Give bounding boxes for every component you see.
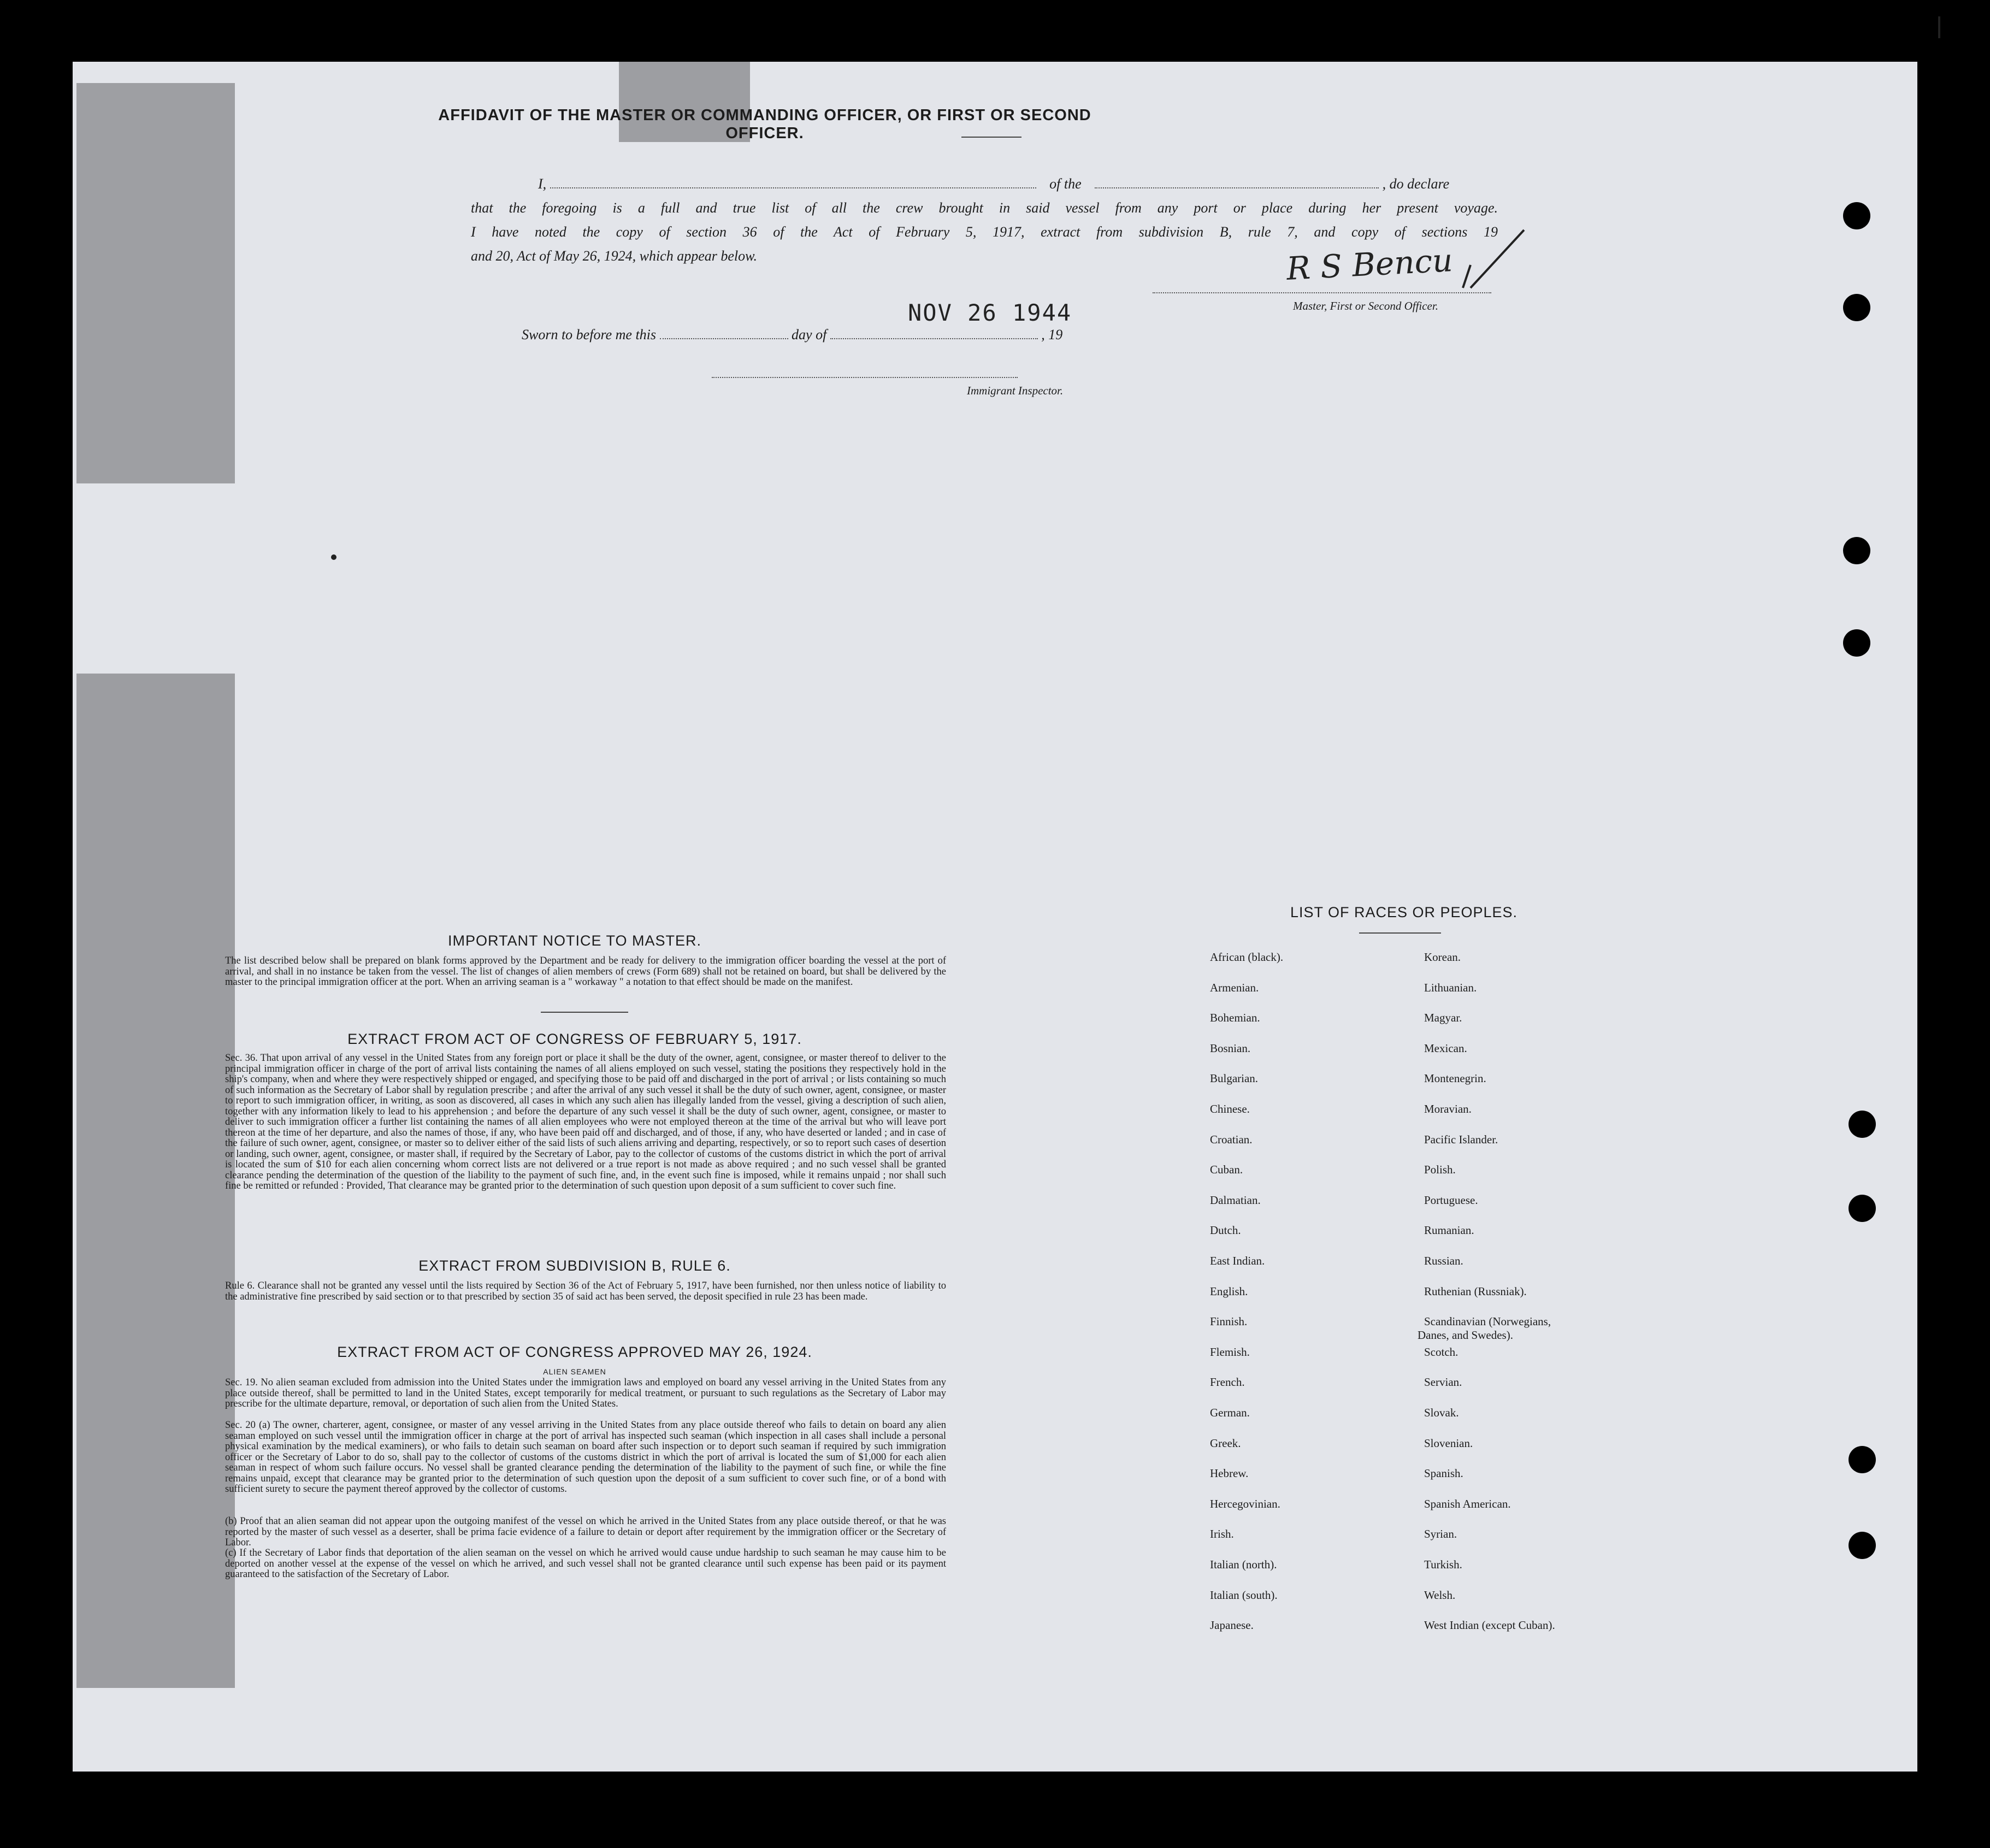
race-item: Finnish. [1210,1315,1248,1329]
signature-caption: Master, First or Second Officer. [1293,299,1438,312]
extract-1924-sec20c: (c) If the Secretary of Labor finds that deportation of the alien seaman on the vessel on which he arrived would cause undue hardship to such seaman he may cause him to be deported on another vessel at the expense of the vessel on which he arrived, and such vessel shall not be granted clearance until such expense has been paid or its payment guaranteed to the satisfaction of the Secretary of Labor. [225,1548,946,1580]
race-item: Italian (north). [1210,1558,1277,1571]
notice-heading: IMPORTANT NOTICE TO MASTER. [447,932,702,949]
vessel-name-field[interactable] [1095,187,1379,188]
signature-check-mark [1458,227,1530,292]
tape-strip-lower [76,674,235,1688]
race-item: Korean. [1424,950,1461,964]
subdivision-b-body: Rule 6. Clearance shall not be granted any vessel until the lists required by Section 36 of the Act of February 5, 1917, have been furnished, nor then unless notice of liability to the administrative fine prescribed by said section or to that prescribed by section 35 of said act has been served, the deposit specified in rule 23 has been made. [225,1281,946,1302]
race-item: Slovak. [1424,1406,1459,1419]
race-item: Servian. [1424,1375,1462,1389]
race-item: Cuban. [1210,1163,1243,1177]
declaration-line-3: I have noted the copy of section 36 of the Act of February 5, 1917, extract from subdivision B, rule 7, and copy of sections 19 [471,224,1498,240]
title-underline [961,137,1021,138]
notice-body: The list described below shall be prepared on blank forms approved by the Department and be ready for delivery to the immigration officer boarding the vessel at the port of arrival, and shall in no instance be taken from the vessel. The list of changes of alien members of crews (Form 689) shall not be retained on board, but shall be delivered by the master to the principal immigration officer at the port. When an arriving seaman is a " workaway " a notation to that effect should be made on the manifest. [225,956,946,988]
race-item: Spanish. [1424,1467,1463,1480]
declaration-line-4: and 20, Act of May 26, 1924, which appear below. [471,248,758,264]
punch-hole [1849,1111,1876,1138]
sworn-label: Sworn to before me this [522,327,657,343]
race-item: French. [1210,1375,1245,1389]
punch-hole [1849,1446,1876,1473]
race-item: Spanish American. [1424,1497,1511,1510]
year-label: , 19 [1041,327,1063,343]
extract-1924-heading: EXTRACT FROM ACT OF CONGRESS APPROVED MAY 26, 1924. [337,1344,812,1360]
race-item: Montenegrin. [1424,1072,1486,1085]
race-item: Flemish. [1210,1345,1250,1359]
race-item: Moravian. [1424,1102,1472,1115]
date-stamp: NOV 26 1944 [908,299,1072,326]
race-item: Bohemian. [1210,1011,1260,1025]
race-item: Bulgarian. [1210,1072,1259,1085]
affidavit-title: AFFIDAVIT OF THE MASTER OR COMMANDING OFFICER, OR FIRST OR SECOND OFFICER. [438,107,1091,142]
punch-hole [1843,294,1870,321]
speck [1938,16,1940,38]
race-item: Pacific Islander. [1424,1132,1498,1146]
extract-1924-sec19: Sec. 19. No alien seaman excluded from admission into the United States under the immigration laws and employed on board any vessel arriving in the United States from any place outside thereof, shall be permitted to land in the United States, except temporarily for medical treatment, or pursuant to such regulations as the Secretary of Labor may prescribe for the ultimate departure, removal, or deportation of such alien from the United States. [225,1378,946,1409]
race-item: Dutch. [1210,1224,1241,1237]
subdivision-b-heading: EXTRACT FROM SUBDIVISION B, RULE 6. [418,1257,731,1274]
sworn-month-field[interactable] [830,338,1038,339]
race-item: Hebrew. [1210,1467,1249,1480]
race-item: Syrian. [1424,1527,1457,1541]
race-item: Greek. [1210,1436,1241,1450]
race-item: Italian (south). [1210,1588,1278,1602]
of-the-label: of the [1049,176,1082,192]
race-item: Magyar. [1424,1011,1462,1025]
master-name-field[interactable] [550,187,1036,188]
master-signature: R S Bencu [1285,241,1454,287]
inspector-signature-line [712,377,1018,378]
race-item: Scandinavian (Norwegians, [1424,1315,1551,1329]
race-item: Slovenian. [1424,1436,1473,1450]
race-item: English. [1210,1284,1248,1298]
race-item: Chinese. [1210,1102,1250,1115]
punch-hole [1843,202,1870,229]
i-label: I, [538,176,547,192]
race-item: Turkish. [1424,1558,1462,1571]
punch-hole [1849,1195,1876,1222]
punch-hole [1843,629,1870,657]
race-item: Bosnian. [1210,1041,1251,1055]
extract-1924-sec20a: Sec. 20 (a) The owner, charterer, agent, consignee, or master of any vessel arriving in the United States from any place outside thereof who fails to detain on board any alien seaman employed on such vessel until the immigration officer in charge at the port of arrival has inspected such seaman (which inspection in all cases shall include a personal physical examination by the medical examiners), or who fails to detain such seaman on board after such inspection or to deport such seaman if required by such immigration officer or the Secretary of Labor to do so, shall pay to the collector of customs of the customs district in which the port of arrival is located the sum of $1,000 for each alien seaman in respect of whom such failure occurs. No vessel shall be granted clearance pending the determination of the liability to the payment of such fine, or while the fine remains unpaid, except that clearance may be granted prior to the determination of such question upon the deposit of a sum sufficient to cover such fine, or of a bond with sufficient surety to secure the payment thereof approved by the collector of customs. [225,1420,946,1495]
race-item: Hercegovinian. [1210,1497,1280,1510]
declaration-line-2: that the foregoing is a full and true list of all the crew brought in said vessel from any port or place during her present voyage. [471,200,1498,216]
race-item: Portuguese. [1424,1193,1478,1207]
race-item: Scotch. [1424,1345,1458,1359]
race-item: Dalmatian. [1210,1193,1261,1207]
extract-1917-heading: EXTRACT FROM ACT OF CONGRESS OF FEBRUARY 5, 1917. [347,1031,802,1047]
race-item: German. [1210,1406,1250,1419]
extract-1924-subheading: ALIEN SEAMEN [543,1367,606,1376]
punch-hole [1849,1532,1876,1559]
sworn-day-field[interactable] [660,338,788,339]
race-item: Rumanian. [1424,1224,1474,1237]
race-item: Irish. [1210,1527,1234,1541]
race-item: Japanese. [1210,1619,1254,1632]
inspector-caption: Immigrant Inspector. [967,384,1064,397]
extract-1917-body: Sec. 36. That upon arrival of any vessel in the United States from any foreign port or place it shall be the duty of the owner, agent, consignee, or master thereof to deliver to the principal immigration officer in charge of the port of arrival lists containing the names of all aliens employed on such vessel, stating the positions they respectively hold in the ship's company, when and where they were respectively shipped or engaged, and specifying those to be paid off and discharged in the port of arrival ; or lists containing so much of such information as the Secretary of Labor shall by regulation prescribe ; and after the arrival of any such vessel it shall be the duty of such owner, agent, consignee, or master to report to such immigration officer, in writing, as soon as discovered, all cases in which any such alien has illegally landed from the vessel, giving a description of such alien, together with any information likely to lead to his apprehension ; and before the departure of any such vessel it shall be the duty of such owner, agent, consignee, or master to deliver to such immigration officer a further list containing the names of all alien employees who were not employed thereon at the time of the arrival but who will leave port thereon at the time of her departure, and also the names of those, if any, who have been paid off and discharged, and of those, if any, who have deserted or landed ; and in case of the failure of such owner, agent, consignee, or master so to deliver either of the said lists of such aliens arriving and departing, respectively, or so to report such cases of desertion or landing, such owner, agent, consignee, or master shall, if required by the Secretary of Labor, pay to the collector of customs of the customs district in which the port of arrival is located the sum of $10 for each alien concerning whom correct lists are not delivered or a true report is not made as above required ; and no such vessel shall be granted clearance pending the determination of the question of the liability to the payment of such fine, and, in the event such fine is imposed, while it remains unpaid ; nor shall such fine be remitted or refunded : Provided, That clearance may be granted prior to the determination of such question upon deposit of a sum sufficient to cover such fine. [225,1053,946,1191]
sworn-line [522,327,1123,343]
day-of-label: day of [792,327,827,343]
race-item: Lithuanian. [1424,981,1477,994]
races-heading-underline [1359,932,1441,934]
signature-line [1153,292,1491,293]
races-heading: LIST OF RACES OR PEOPLES. [1290,904,1518,920]
race-item: Welsh. [1424,1588,1456,1602]
extract-1924-sec20b: (b) Proof that an alien seaman did not appear upon the outgoing manifest of the vessel on which he arrived in the United States from any place outside thereof, or that he was reported by the master of such vessel as a deserter, shall be prima facie evidence of a failure to detain or deport after requirement by the immigration officer or the Secretary of Labor. [225,1516,946,1548]
declaration-line-1 [538,176,1499,192]
race-item: Croatian. [1210,1132,1253,1146]
race-item: African (black). [1210,950,1284,964]
speck [331,554,336,560]
notice-divider [541,1012,628,1013]
race-item: Ruthenian (Russniak). [1424,1284,1527,1298]
race-continuation: Danes, and Swedes). [1418,1329,1513,1342]
race-item: Armenian. [1210,981,1259,994]
race-item: Mexican. [1424,1041,1467,1055]
race-item: West Indian (except Cuban). [1424,1619,1555,1632]
do-declare-label: , do declare [1382,176,1450,192]
tape-strip-upper [76,83,235,483]
punch-hole [1843,537,1870,564]
race-item: Russian. [1424,1254,1463,1267]
race-item: Polish. [1424,1163,1456,1177]
race-item: East Indian. [1210,1254,1265,1267]
